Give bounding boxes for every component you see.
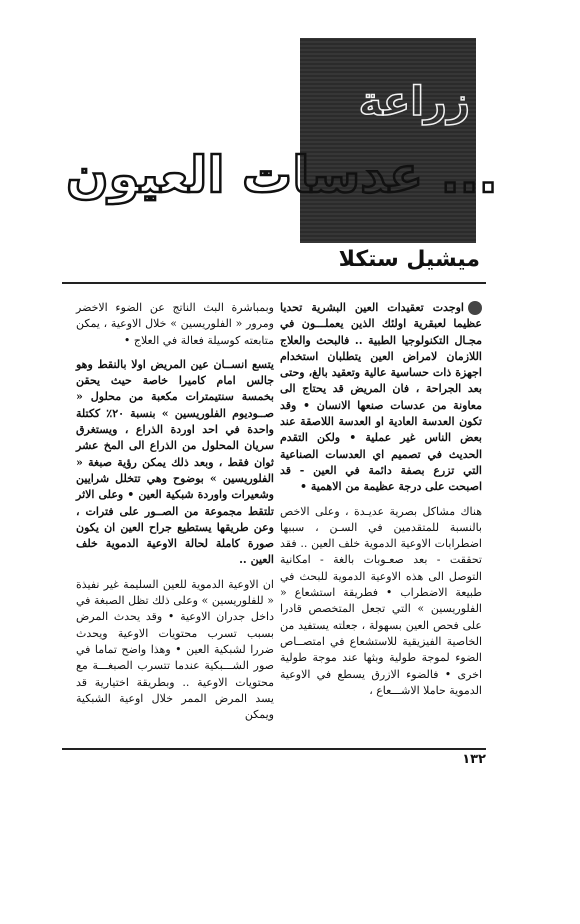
top-divider: [62, 282, 486, 284]
right-paragraph-1: [280, 300, 482, 496]
title-line-2: [66, 146, 498, 204]
page-number: ١٣٢: [462, 752, 486, 767]
left-paragraph-1: وبمباشرة البث الناتج عن الضوء الاخضر ومرور « الفلوريسين » خلال الاوعية ، يمكن متابعته كوسيلة فعالة في العلاج •: [76, 301, 274, 347]
bullet-icon: [468, 301, 482, 315]
title-background-block: [300, 38, 476, 243]
left-paragraph-3: ان الاوعية الدموية للعين السليمة غير نفيذة « للفلوريسين » وعلى ذلك تظل الصبغة في داخل جدران الاوعية • وقد يحدث المرض بسبب تسرب محتويات الاوعية ويحدث ضررا لشبكية العين • وهذا واضح تماما في صور الشـــبكية عندما تتسرب الصبغـــة مع محتويات الاوعية .. وبطريقة اختيارية قد يسد المرض الممر خلال اوعية الشبكية ويمكن: [76, 577, 274, 722]
article-column-left: [76, 300, 274, 731]
right-paragraph-2: هناك مشاكل بصرية عديـدة ، وعلى الاخص بالنسبة للمتقدمين في السـن ، سببها اضطرابات الاوعية الدموية خلف العين .. فقد تحققت - بعد صعـوبات بالغة - امكانية التوصل الى هذه الاوعية الدموية للبحث في طبيعة الاضطراب • فطريقة استشعاع « الفلوريسين » التي تجعل المتخصص قادرا على فحص العين بسهولة ، جعلته يستفيد من الخاصية الفيزيقية للاستشعاع في امتصــاص الضوء لموجة طولية وبثها عند موجة طولية اخرى • فالضوء الازرق يسطع في الاوعية الدموية حاملا الاشـــعاع ،: [280, 504, 482, 697]
right-paragraph-1-text: اوجدت تعقيدات العين البشرية تحديا عظيما لعبقرية اولئك الذين يعملـــون في مجـال التكنولوجيا الطبية .. فالبحث والعلاج اللازمان لامراض العين يتطلبان استخدام اجهزة ذات حساسية عالية وتعقيد بالغ، وحتى بعد الجراحة ، فان المريض قد يحتاج الى معاونة من عدسات صنعها الانسان • وقد تكون العدسة العادية او العدسة اللاصقة عند بعض الناس غير عملية • ولكن التقدم الحديث في تصميم اي العدسات الصناعية التي تزرع بصفة دائمة في العين - قد اصبحت على درجة عظيمة من الاهمية •: [280, 301, 482, 494]
bottom-divider: [62, 748, 486, 750]
title-line-1: زراعة: [358, 79, 470, 125]
title-line-2-text: عدسات العيون ...: [66, 146, 498, 204]
article-column-right: [280, 300, 482, 707]
left-paragraph-2: يتسع انســان عين المريض اولا بالنقط وهو جالس امام كاميرا خاصة حيث يحقن بخمسة سنتيمترات مكعبة من محلول « صــوديوم الفلوريسين » بنسبة ٢٠٪ ككتلة واحدة في احد اوردة الذراع ، ويستغرق سريان المحلول من الذراع الى المخ عشر ثوان فقط ، وبعد ذلك يمكن رؤية صبغة « الفلوريسين » بوضوح وهي تتخلل شرايين وشعيرات واوردة شبكية العين • وعلى الاثر تلتقط مجموعة من الصــور على فترات ، وعن طريقها يستطيع جراح العين ان يكون صورة كاملة لحالة الاوعية الدموية خلف العين ..: [76, 357, 274, 567]
author-name: ميشيل ستكلا: [338, 247, 480, 272]
